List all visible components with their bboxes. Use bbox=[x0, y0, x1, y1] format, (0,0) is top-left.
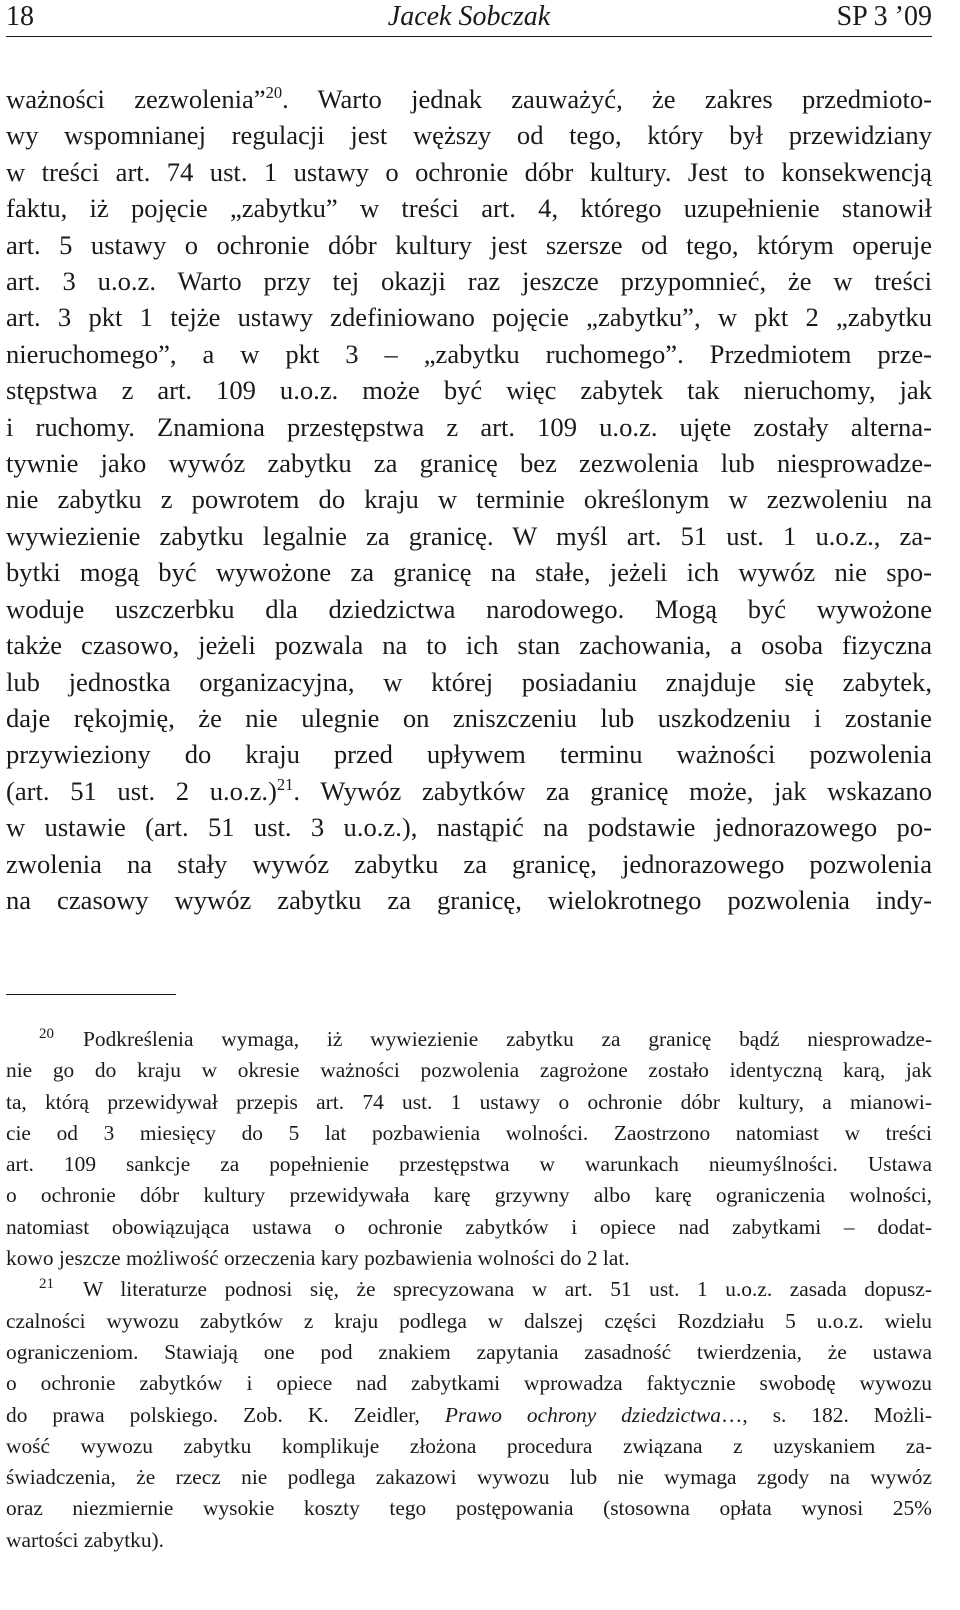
line-text: art. 109 sankcje za popełnienie przestępstwa w warunkach nieumyślności. Ustawa bbox=[6, 1152, 932, 1177]
text-line bbox=[6, 1212, 932, 1243]
line-text: i ruchomy. Znamiona przestępstwa z art. 109 u.o.z. ujęte zostały alterna- bbox=[6, 411, 932, 442]
text-line bbox=[6, 409, 932, 445]
footnote bbox=[6, 1024, 932, 1274]
line-text: kowo jeszcze możliwość orzeczenia kary pozbawienia wolności do 2 lat. bbox=[6, 1246, 630, 1271]
footnote bbox=[6, 1274, 932, 1556]
text-line bbox=[6, 773, 932, 809]
line-text: stępstwa z art. 109 u.o.z. może być więc zabytek tak nieruchomy, jak bbox=[6, 375, 932, 406]
line-text: Podkreślenia wymaga, iż wywiezienie zabytku za granicę bądź niesprowadze- bbox=[83, 1027, 932, 1051]
line-text: bytki mogą być wywożone za granicę na stałe, jeżeli ich wywóz nie spo- bbox=[6, 557, 932, 588]
footnote-number bbox=[6, 1274, 83, 1305]
text-line bbox=[6, 190, 932, 226]
line-text: . Warto jednak zauważyć, że zakres przedmioto- bbox=[282, 84, 932, 114]
text-line bbox=[6, 1024, 932, 1055]
text-line bbox=[6, 664, 932, 700]
line-text: tywnie jako wywóz zabytku za granicę bez zezwolenia lub niesprowadze- bbox=[6, 448, 932, 479]
line-text: wość wywozu zabytku komplikuje złożona procedura związana z uzyskaniem za- bbox=[6, 1433, 932, 1458]
line-text: daje rękojmię, że nie ulegnie on zniszczeniu lub uszkodzeniu i zostanie bbox=[6, 702, 932, 733]
text-line bbox=[6, 1337, 932, 1368]
text-line bbox=[6, 736, 932, 772]
text-line bbox=[6, 227, 932, 263]
footnotes bbox=[6, 1024, 932, 1556]
text-line bbox=[6, 1274, 932, 1305]
line-text: cie od 3 miesięcy do 5 lat pozbawienia wolności. Zaostrzono natomiast w treści bbox=[6, 1120, 932, 1145]
text-line bbox=[6, 117, 932, 153]
text-line bbox=[6, 882, 932, 918]
text-line bbox=[6, 809, 932, 845]
line-text: o ochronie zabytków i opiece nad zabytkami wprowadza faktycznie swobodę wywozu bbox=[6, 1371, 932, 1396]
text-line bbox=[6, 1306, 932, 1337]
line-text: do prawa polskiego. Zob. K. Zeidler, bbox=[6, 1402, 445, 1427]
footnote-number bbox=[6, 1024, 83, 1055]
footnote-reference: 21 bbox=[276, 774, 294, 794]
line-text: faktu, iż pojęcie „zabytku” w treści art. 4, którego uzupełnienie stanowił bbox=[6, 193, 932, 224]
text-line bbox=[6, 336, 932, 372]
footnote-reference: 20 bbox=[265, 82, 283, 102]
text-line bbox=[6, 1462, 932, 1493]
text-line bbox=[6, 518, 932, 554]
line-text: art. 3 u.o.z. Warto przy tej okazji raz jeszcze przypomnieć, że w treści bbox=[6, 266, 932, 297]
text-line bbox=[6, 445, 932, 481]
line-text: wywiezienie zabytku legalnie za granicę. W myśl art. 51 ust. 1 u.o.z., za- bbox=[6, 520, 932, 551]
text-line bbox=[6, 554, 932, 590]
running-header bbox=[6, 0, 932, 37]
text-line bbox=[6, 1087, 932, 1118]
line-text: także czasowo, jeżeli pozwala na to ich stan zachowania, a osoba fizyczna bbox=[6, 630, 932, 661]
text-line bbox=[6, 591, 932, 627]
text-line bbox=[6, 627, 932, 663]
line-text: lub jednostka organizacyjna, w której posiadaniu znajduje się zabytek, bbox=[6, 666, 932, 697]
text-line bbox=[6, 1118, 932, 1149]
line-text: art. 5 ustawy o ochronie dóbr kultury jest szersze od tego, którym operuje bbox=[6, 229, 932, 260]
main-text bbox=[6, 81, 932, 918]
line-text: wy wspomnianej regulacji jest węższy od tego, który był przewidziany bbox=[6, 120, 932, 151]
line-text: W literaturze podnosi się, że sprecyzowana w art. 51 ust. 1 u.o.z. zasada dopusz- bbox=[83, 1277, 932, 1302]
line-text: w ustawie (art. 51 ust. 3 u.o.z.), nastąpić na podstawie jednorazowego po- bbox=[6, 812, 932, 843]
line-text: wartości zabytku). bbox=[6, 1527, 164, 1552]
line-text: na czasowy wywóz zabytku za granicę, wielokrotnego pozwolenia indy- bbox=[6, 884, 932, 915]
line-text: nieruchomego”, a w pkt 3 – „zabytku ruchomego”. Przedmiotem prze- bbox=[6, 338, 932, 369]
line-text: w treści art. 74 ust. 1 ustawy o ochronie dóbr kultury. Jest to konsekwencją bbox=[6, 156, 932, 187]
line-text: (art. 51 ust. 2 u.o.z.) bbox=[6, 775, 277, 806]
line-text: ważności zezwolenia” bbox=[6, 84, 266, 114]
cited-title: Prawo ochrony dziedzictwa bbox=[444, 1402, 721, 1427]
line-text: zwolenia na stały wywóz zabytku za granicę, jednorazowego pozwolenia bbox=[6, 848, 932, 879]
text-line bbox=[6, 1149, 932, 1180]
line-text: czalności wywozu zabytków z kraju podlega w dalszej części Rozdziału 5 u.o.z. wielu bbox=[6, 1308, 932, 1333]
text-line bbox=[6, 81, 932, 117]
text-line bbox=[6, 263, 932, 299]
text-line bbox=[6, 1400, 932, 1431]
text-line bbox=[6, 481, 932, 517]
text-line bbox=[6, 154, 932, 190]
line-text: przywieziony do kraju przed upływem terminu ważności pozwolenia bbox=[6, 739, 932, 770]
text-line bbox=[6, 372, 932, 408]
line-text: woduje uszczerbku dla dziedzictwa narodowego. Mogą być wywożone bbox=[6, 593, 932, 624]
author-name: Jacek Sobczak bbox=[387, 1, 551, 32]
text-line bbox=[6, 1055, 932, 1086]
footnote-number-text: 21 bbox=[39, 1276, 54, 1293]
journal-issue: SP 3 ’09 bbox=[836, 1, 932, 32]
line-text: świadczenia, że rzecz nie podlega zakazowi wywozu lub nie wymaga zgody na wywóz bbox=[6, 1465, 932, 1490]
text-line bbox=[6, 1525, 932, 1556]
text-line bbox=[6, 1368, 932, 1399]
footnote-separator bbox=[6, 994, 176, 995]
line-text: natomiast obowiązująca ustawa o ochronie zabytków i opiece nad zabytkami – dodat- bbox=[6, 1214, 932, 1239]
line-text: ograniczeniom. Stawiają one pod znakiem zapytania zasadność twierdzenia, że ustawa bbox=[6, 1339, 932, 1364]
line-text: oraz niezmiernie wysokie koszty tego postępowania (stosowna opłata wynosi 25% bbox=[6, 1496, 932, 1521]
text-line bbox=[6, 846, 932, 882]
text-line bbox=[6, 1180, 932, 1211]
line-text: …, s. 182. Możli- bbox=[721, 1402, 932, 1427]
text-line bbox=[6, 1431, 932, 1462]
text-line bbox=[6, 299, 932, 335]
footnote-number-text: 20 bbox=[39, 1025, 54, 1042]
line-text: art. 3 pkt 1 tejże ustawy zdefiniowano pojęcie „zabytku”, w pkt 2 „zabytku bbox=[6, 302, 932, 333]
line-text: . Wywóz zabytków za granicę może, jak wskazano bbox=[293, 775, 933, 806]
text-line bbox=[6, 1493, 932, 1524]
text-line bbox=[6, 1243, 932, 1274]
line-text: o ochronie dóbr kultury przewidywała karę grzywny albo karę ograniczenia wolności, bbox=[6, 1183, 932, 1208]
line-text: ta, którą przewidywał przepis art. 74 ust. 1 ustawy o ochronie dóbr kultury, a mianowi- bbox=[6, 1089, 932, 1114]
page-number: 18 bbox=[6, 1, 34, 32]
line-text: nie go do kraju w okresie ważności pozwolenia zagrożone zostało identyczną karą, jak bbox=[6, 1058, 932, 1083]
text-line bbox=[6, 700, 932, 736]
line-text: nie zabytku z powrotem do kraju w terminie określonym w zezwoleniu na bbox=[6, 484, 932, 515]
